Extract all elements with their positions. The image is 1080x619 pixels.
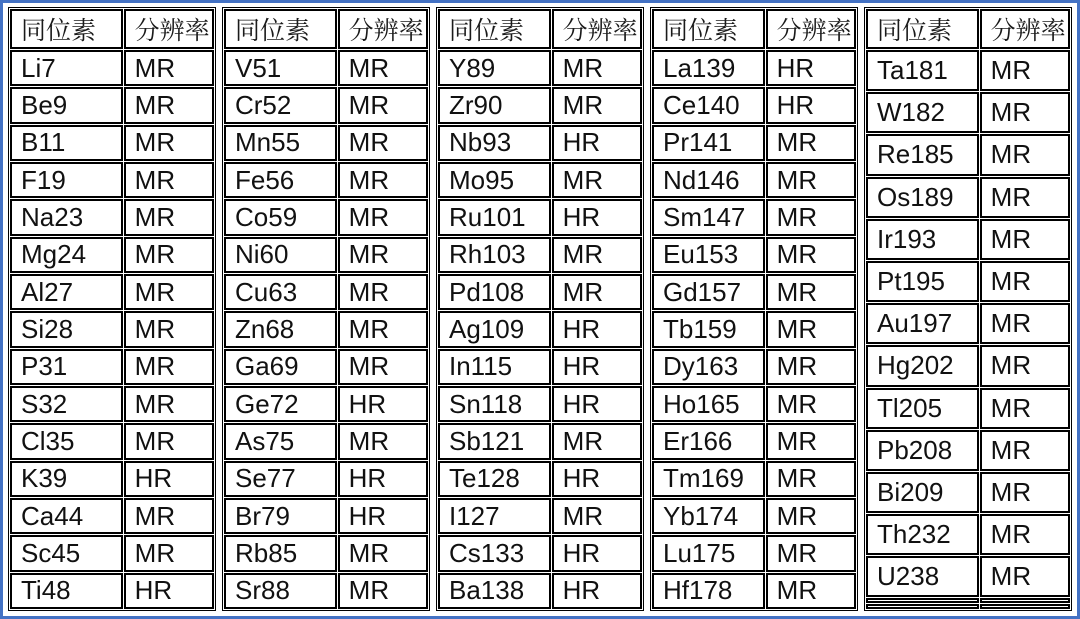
resolution-cell: MR	[552, 162, 642, 198]
table-row	[438, 162, 642, 198]
table-row	[10, 50, 214, 86]
table-row	[438, 274, 642, 310]
isotope-cell: Nd146	[652, 162, 765, 198]
resolution-cell: MR	[124, 349, 214, 385]
isotope-cell	[866, 598, 979, 603]
isotope-cell: Lu175	[652, 535, 765, 571]
resolution-cell: MR	[124, 125, 214, 161]
table-row	[224, 311, 428, 347]
table-row	[438, 423, 642, 459]
resolution-cell: MR	[766, 125, 856, 161]
resolution-cell: HR	[124, 573, 214, 609]
table-row	[438, 349, 642, 385]
isotope-cell: Ho165	[652, 386, 765, 422]
resolution-cell: MR	[338, 573, 428, 609]
table-row	[10, 535, 214, 571]
isotope-cell: Zr90	[438, 87, 551, 123]
table-row	[866, 430, 1070, 471]
isotope-cell: Cr52	[224, 87, 337, 123]
isotope-cell: Si28	[10, 311, 123, 347]
resolution-cell: HR	[552, 349, 642, 385]
table-row	[10, 573, 214, 609]
isotope-cell: Ce140	[652, 87, 765, 123]
resolution-cell: MR	[338, 125, 428, 161]
isotope-cell: Ca44	[10, 498, 123, 534]
isotope-cell: Sn118	[438, 386, 551, 422]
isotope-cell: Na23	[10, 199, 123, 235]
isotope-cell: W182	[866, 92, 979, 133]
resolution-cell: MR	[552, 87, 642, 123]
table-row	[652, 237, 856, 273]
resolution-cell: MR	[338, 162, 428, 198]
table-row	[224, 274, 428, 310]
resolution-cell: MR	[338, 199, 428, 235]
resolution-cell: MR	[338, 535, 428, 571]
isotope-cell: Ga69	[224, 349, 337, 385]
resolution-cell: MR	[980, 177, 1070, 218]
table-row	[438, 125, 642, 161]
resolution-cell: HR	[552, 461, 642, 497]
table-row	[866, 388, 1070, 429]
header-row	[224, 9, 428, 49]
isotope-resolution-table	[8, 7, 1072, 611]
resolution-cell: HR	[766, 87, 856, 123]
resolution-cell: MR	[124, 199, 214, 235]
resolution-cell: MR	[338, 311, 428, 347]
isotope-cell: I127	[438, 498, 551, 534]
table-row	[224, 162, 428, 198]
isotope-cell: Pd108	[438, 274, 551, 310]
isotope-cell: Y89	[438, 50, 551, 86]
resolution-cell: HR	[552, 125, 642, 161]
table-row	[224, 87, 428, 123]
isotope-cell: Ni60	[224, 237, 337, 273]
resolution-cell: MR	[980, 556, 1070, 597]
isotope-column-header: 同位素	[224, 9, 337, 49]
isotope-column-header: 同位素	[438, 9, 551, 49]
resolution-cell: MR	[980, 219, 1070, 260]
resolution-cell: MR	[124, 498, 214, 534]
table-row	[866, 472, 1070, 513]
resolution-column-header: 分辨率	[552, 9, 642, 49]
table-row	[866, 303, 1070, 344]
resolution-cell: MR	[124, 274, 214, 310]
resolution-cell: MR	[980, 261, 1070, 302]
resolution-cell: MR	[766, 423, 856, 459]
isotope-cell: Eu153	[652, 237, 765, 273]
isotope-cell: Pb208	[866, 430, 979, 471]
isotope-table-group-2	[222, 7, 430, 611]
resolution-column-header: 分辨率	[338, 9, 428, 49]
isotope-cell: Te128	[438, 461, 551, 497]
isotope-cell: Sm147	[652, 199, 765, 235]
isotope-cell: Pr141	[652, 125, 765, 161]
resolution-cell: MR	[124, 386, 214, 422]
table-row	[438, 573, 642, 609]
table-row	[652, 87, 856, 123]
resolution-cell: HR	[338, 498, 428, 534]
table-row	[652, 423, 856, 459]
isotope-table-group-3	[436, 7, 644, 611]
isotope-cell: Rb85	[224, 535, 337, 571]
resolution-cell: MR	[124, 50, 214, 86]
table-row	[224, 125, 428, 161]
resolution-cell: MR	[980, 514, 1070, 555]
table-row	[10, 386, 214, 422]
table-row	[224, 50, 428, 86]
table-row	[10, 498, 214, 534]
table-row	[652, 274, 856, 310]
table-row	[866, 556, 1070, 597]
resolution-cell: MR	[766, 498, 856, 534]
table-row	[652, 386, 856, 422]
resolution-cell: MR	[552, 498, 642, 534]
isotope-table-group-4	[650, 7, 858, 611]
resolution-cell: MR	[766, 386, 856, 422]
isotope-cell: V51	[224, 50, 337, 86]
table-row	[224, 199, 428, 235]
isotope-cell: Yb174	[652, 498, 765, 534]
isotope-cell: Be9	[10, 87, 123, 123]
resolution-cell: MR	[124, 162, 214, 198]
resolution-cell: MR	[338, 349, 428, 385]
isotope-cell: Hg202	[866, 345, 979, 386]
table-row	[866, 177, 1070, 218]
isotope-cell: Sb121	[438, 423, 551, 459]
table-row	[866, 604, 1070, 609]
resolution-cell: MR	[766, 349, 856, 385]
isotope-cell: Rh103	[438, 237, 551, 273]
resolution-cell: MR	[124, 237, 214, 273]
isotope-cell: As75	[224, 423, 337, 459]
resolution-cell: MR	[338, 50, 428, 86]
isotope-cell: Li7	[10, 50, 123, 86]
resolution-cell: MR	[552, 423, 642, 459]
resolution-cell	[980, 604, 1070, 609]
resolution-cell: HR	[552, 535, 642, 571]
resolution-cell: MR	[980, 345, 1070, 386]
resolution-cell: MR	[338, 274, 428, 310]
isotope-table-group-5	[864, 7, 1072, 611]
isotope-cell	[866, 604, 979, 609]
table-row	[224, 349, 428, 385]
isotope-cell: Ba138	[438, 573, 551, 609]
table-row	[438, 237, 642, 273]
table-row	[438, 498, 642, 534]
resolution-cell: MR	[766, 162, 856, 198]
isotope-cell: Se77	[224, 461, 337, 497]
resolution-cell: MR	[124, 423, 214, 459]
table-row	[652, 162, 856, 198]
table-row	[866, 345, 1070, 386]
table-row	[10, 237, 214, 273]
isotope-cell: Gd157	[652, 274, 765, 310]
isotope-cell: Tl205	[866, 388, 979, 429]
isotope-cell: Mg24	[10, 237, 123, 273]
isotope-cell: Re185	[866, 134, 979, 175]
table-row	[438, 199, 642, 235]
table-row	[652, 199, 856, 235]
isotope-cell: Cu63	[224, 274, 337, 310]
isotope-cell: P31	[10, 349, 123, 385]
header-row	[438, 9, 642, 49]
resolution-cell: HR	[338, 461, 428, 497]
resolution-cell: MR	[338, 423, 428, 459]
isotope-cell: Br79	[224, 498, 337, 534]
resolution-cell: MR	[124, 311, 214, 347]
table-row	[438, 535, 642, 571]
resolution-cell: HR	[552, 573, 642, 609]
resolution-cell: MR	[980, 472, 1070, 513]
header-row	[652, 9, 856, 49]
isotope-cell: Ta181	[866, 50, 979, 91]
resolution-cell: HR	[552, 311, 642, 347]
isotope-cell: Zn68	[224, 311, 337, 347]
resolution-cell: MR	[766, 535, 856, 571]
table-row	[224, 535, 428, 571]
isotope-cell: Th232	[866, 514, 979, 555]
isotope-cell: U238	[866, 556, 979, 597]
table-row	[652, 311, 856, 347]
table-row	[224, 386, 428, 422]
isotope-cell: Bi209	[866, 472, 979, 513]
resolution-cell	[980, 598, 1070, 603]
resolution-cell: MR	[980, 430, 1070, 471]
isotope-cell: F19	[10, 162, 123, 198]
header-row	[10, 9, 214, 49]
isotope-cell: Al27	[10, 274, 123, 310]
table-row	[10, 87, 214, 123]
isotope-cell: Hf178	[652, 573, 765, 609]
isotope-cell: Dy163	[652, 349, 765, 385]
table-row	[438, 311, 642, 347]
resolution-cell: MR	[124, 87, 214, 123]
isotope-cell: Os189	[866, 177, 979, 218]
resolution-cell: MR	[552, 237, 642, 273]
table-row	[10, 125, 214, 161]
table-row	[438, 87, 642, 123]
isotope-column-header: 同位素	[10, 9, 123, 49]
resolution-cell: MR	[980, 134, 1070, 175]
table-row	[866, 598, 1070, 603]
table-row	[866, 261, 1070, 302]
isotope-cell: Ag109	[438, 311, 551, 347]
isotope-cell: Sr88	[224, 573, 337, 609]
table-row	[652, 349, 856, 385]
resolution-cell: MR	[552, 274, 642, 310]
table-row	[866, 219, 1070, 260]
table-row	[866, 92, 1070, 133]
table-row	[438, 50, 642, 86]
table-row	[652, 498, 856, 534]
isotope-cell: Tm169	[652, 461, 765, 497]
resolution-cell: MR	[124, 535, 214, 571]
table-row	[10, 311, 214, 347]
resolution-cell: MR	[552, 50, 642, 86]
isotope-cell: Tb159	[652, 311, 765, 347]
isotope-cell: Cl35	[10, 423, 123, 459]
isotope-cell: Ge72	[224, 386, 337, 422]
isotope-cell: Ru101	[438, 199, 551, 235]
table-row	[866, 134, 1070, 175]
isotope-table-group-1	[8, 7, 216, 611]
isotope-cell: In115	[438, 349, 551, 385]
resolution-cell: MR	[980, 92, 1070, 133]
table-row	[652, 125, 856, 161]
isotope-cell: Au197	[866, 303, 979, 344]
isotope-cell: Pt195	[866, 261, 979, 302]
resolution-cell: HR	[766, 50, 856, 86]
isotope-cell: Nb93	[438, 125, 551, 161]
isotope-column-header: 同位素	[866, 9, 979, 49]
resolution-cell: HR	[552, 199, 642, 235]
isotope-cell: Sc45	[10, 535, 123, 571]
isotope-cell: Mn55	[224, 125, 337, 161]
header-row	[866, 9, 1070, 49]
resolution-cell: MR	[980, 303, 1070, 344]
isotope-cell: Co59	[224, 199, 337, 235]
resolution-cell: MR	[980, 50, 1070, 91]
table-row	[224, 573, 428, 609]
isotope-cell: La139	[652, 50, 765, 86]
table-row	[652, 50, 856, 86]
resolution-cell: MR	[766, 237, 856, 273]
table-row	[866, 50, 1070, 91]
table-row	[866, 514, 1070, 555]
table-row	[10, 274, 214, 310]
table-row	[10, 461, 214, 497]
resolution-column-header: 分辨率	[980, 9, 1070, 49]
resolution-cell: HR	[338, 386, 428, 422]
resolution-cell: MR	[766, 573, 856, 609]
isotope-cell: Ir193	[866, 219, 979, 260]
table-row	[652, 461, 856, 497]
table-row	[652, 535, 856, 571]
table-row	[10, 423, 214, 459]
table-row	[438, 386, 642, 422]
isotope-column-header: 同位素	[652, 9, 765, 49]
isotope-cell: B11	[10, 125, 123, 161]
table-row	[652, 573, 856, 609]
resolution-cell: MR	[766, 274, 856, 310]
isotope-cell: Ti48	[10, 573, 123, 609]
isotope-cell: K39	[10, 461, 123, 497]
resolution-cell: MR	[338, 87, 428, 123]
resolution-cell: MR	[980, 388, 1070, 429]
resolution-cell: HR	[552, 386, 642, 422]
table-row	[10, 162, 214, 198]
resolution-column-header: 分辨率	[124, 9, 214, 49]
isotope-cell: Mo95	[438, 162, 551, 198]
table-row	[438, 461, 642, 497]
table-row	[224, 498, 428, 534]
table-row	[224, 461, 428, 497]
isotope-cell: Fe56	[224, 162, 337, 198]
resolution-cell: HR	[124, 461, 214, 497]
resolution-column-header: 分辨率	[766, 9, 856, 49]
resolution-cell: MR	[766, 199, 856, 235]
resolution-cell: MR	[338, 237, 428, 273]
table-row	[224, 237, 428, 273]
table-row	[10, 199, 214, 235]
resolution-cell: MR	[766, 311, 856, 347]
resolution-cell: MR	[766, 461, 856, 497]
isotope-cell: Er166	[652, 423, 765, 459]
table-row	[10, 349, 214, 385]
isotope-cell: Cs133	[438, 535, 551, 571]
isotope-cell: S32	[10, 386, 123, 422]
table-row	[224, 423, 428, 459]
